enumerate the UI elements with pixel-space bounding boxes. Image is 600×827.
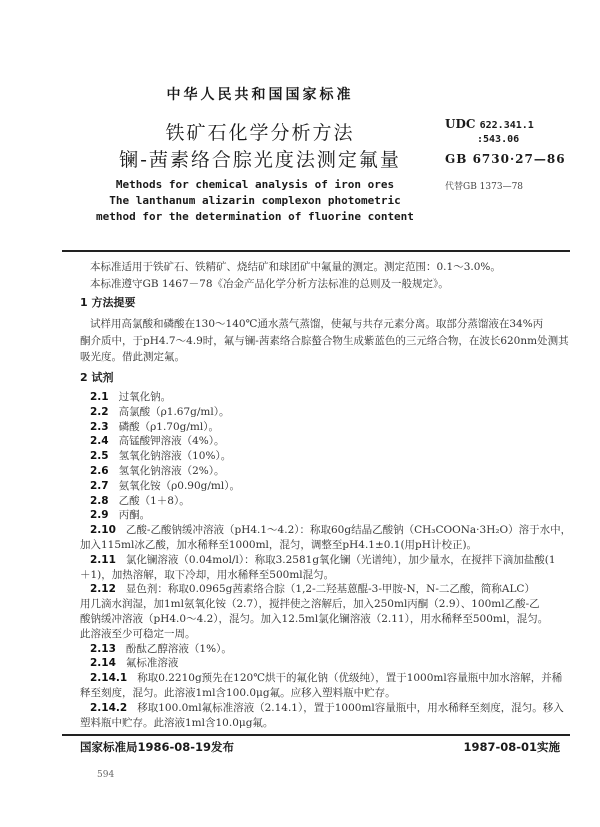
item-text: 显色剂：称取0.0965g茜素络合腙（1,2-二羟基蒽醌-3-甲胺-N，N-二乙酸，简称ALC）: [125, 583, 535, 596]
udc-code-2: :543.06: [477, 134, 520, 145]
reagent-item-continuation: 此溶液至少可稳定一周。: [80, 627, 196, 640]
item-text: 氟标准溶液: [125, 657, 179, 670]
item-text: 丙酮。: [118, 509, 151, 522]
reagent-item: [90, 655, 178, 670]
item-number: 2.14.2: [90, 701, 128, 714]
reagent-item: [90, 493, 190, 508]
effective-date: 1987-08-01实施: [463, 740, 560, 754]
reagent-item: [90, 433, 225, 448]
reagent-item-continuation: 用几滴水润湿，加1ml氨氧化铵（2.7），搅拌使之溶解后，加入250ml丙酮（2.9）、100ml乙酸-乙: [80, 598, 540, 611]
reagent-item: [90, 700, 564, 715]
item-text: 移取100.0ml氟标准溶液（2.14.1），置于1000ml容量瓶中，用水稀释至刻度，混匀。移入: [137, 701, 564, 714]
reagent-item-continuation: 酸钠缓冲溶液（pH4.0～4.2），混匀。加入12.5ml氯化镧溶液（2.11），用水稀释至500ml，混匀。: [80, 613, 549, 625]
item-text: 乙酸-乙酸钠缓冲溶液（pH4.1～4.2）：称取60g结晶乙酸钠（CH₃COONa·3H₂O）溶于水中，: [125, 524, 572, 537]
item-number: 2.5: [90, 450, 109, 463]
reagent-item: [90, 507, 150, 522]
udc-code: [445, 118, 534, 146]
intro-line: 本标准遵守GB 1467－78《冶金产品化学分析方法标准的总则及一般规定》。: [90, 278, 449, 290]
intro-line: 本标准适用于铁矿石、铁精矿、烧结矿和球团矿中氟量的测定。测定范围：0.1～3.0%。: [90, 261, 501, 273]
replaces-note: 代替GB 1373—78: [445, 182, 524, 192]
reagent-item-continuation: ＋1)，加热溶解，取下冷却，用水稀释至500ml混匀。: [80, 568, 335, 581]
english-title-1: Methods for chemical analysis of iron ores: [115, 178, 395, 191]
issued-date: 国家标准局1986-08-19发布: [80, 740, 235, 754]
item-number: 2.1: [90, 391, 109, 403]
item-text: 酚酞乙醇溶液（1%）。: [125, 642, 232, 655]
reagent-item: [90, 478, 240, 493]
item-number: 2.13: [90, 642, 116, 655]
item-number: 2.2: [90, 405, 109, 418]
item-text: 氢氧化钠溶液（2%）。: [118, 465, 225, 477]
udc-code-1: 622.341.1: [479, 120, 534, 131]
reagent-item-continuation: 释至刻度，混匀。此溶液1ml含100.0μg氟。应移入塑料瓶中贮存。: [80, 687, 396, 699]
udc-label: UDC: [445, 117, 476, 131]
item-number: 2.9: [90, 509, 109, 522]
item-number: 2.10: [90, 524, 116, 537]
reagent-item: [90, 641, 232, 656]
item-text: 称取0.2210g预先在120℃烘干的氟化钠（优级纯），置于1000ml容量瓶中加水溶解，并稀: [137, 672, 563, 685]
reagent-item-continuation: 加入115ml冰乙酸，加水稀释至1000ml，混匀，调整至pH4.1±0.1(用pH计校正)。: [80, 539, 478, 551]
item-number: 2.12: [90, 583, 116, 596]
item-text: 磷酸（ρ1.70g/ml）。: [118, 420, 219, 433]
section-heading: 1 方法提要: [80, 296, 136, 309]
header-divider: [62, 250, 570, 252]
item-number: 2.7: [90, 479, 109, 492]
item-text: 氨氧化铵（ρ0.90g/ml）。: [118, 479, 240, 492]
item-text: 过氧化钠。: [118, 391, 172, 403]
reagent-item: [90, 670, 562, 685]
item-number: 2.4: [90, 435, 109, 448]
reagent-item: [90, 552, 556, 567]
item-number: 2.11: [90, 553, 116, 566]
document-header: 中华人民共和国国家标准: [166, 87, 354, 103]
english-title-3: method for the determination of fluorine content: [96, 210, 414, 223]
item-text: 氯化镧溶液（0.04mol/l）：称取3.2581g氧化镧（光谱纯），加少量水，在搅拌下滴加盐酸(1: [125, 553, 556, 566]
item-text: 氢氧化钠溶液（10%）。: [118, 450, 232, 463]
reagent-item: [90, 404, 230, 419]
title-line-1: 铁矿石化学分析方法: [165, 122, 355, 144]
reagent-item-continuation: 塑料瓶中贮存。此溶液1ml含10.0μg氟。: [80, 716, 274, 729]
page-number: 594: [97, 770, 115, 780]
item-text: 乙酸（1＋8）。: [118, 494, 190, 507]
footer-divider: [62, 734, 570, 736]
item-number: 2.8: [90, 494, 109, 507]
paragraph-line: 酮介质中，于pH4.7～4.9时，氟与镧-茜素络合腙螯合物生成紫蓝色的三元络合物，在波长620nm处测其: [80, 335, 569, 347]
item-number: 2.14: [90, 657, 116, 670]
english-title-2: The lanthanum alizarin complexon photometric: [109, 194, 401, 207]
reagent-item: [90, 448, 231, 463]
reagent-item: [90, 463, 225, 478]
item-number: 2.6: [90, 465, 109, 477]
reagent-item: [90, 522, 571, 537]
gb-number: GB 6730·27—86: [445, 152, 566, 166]
section-heading: 2 试剂: [80, 371, 114, 384]
reagent-item: [90, 419, 219, 434]
item-number: 2.3: [90, 420, 109, 433]
item-number: 2.14.1: [90, 672, 128, 685]
reagent-item: [90, 581, 535, 596]
reagent-item: [90, 389, 171, 404]
paragraph-line: 吸光度。借此测定氟。: [80, 351, 185, 363]
item-text: 高锰酸钾溶液（4%）。: [118, 435, 225, 448]
item-text: 高氯酸（ρ1.67g/ml）。: [118, 405, 230, 418]
title-line-2: 镧-茜素络合腙光度法测定氟量: [119, 149, 401, 171]
paragraph-line: 试样用高氯酸和磷酸在130～140℃通水蒸气蒸馏，使氟与共存元素分离。取部分蒸馏液在34%丙: [90, 318, 544, 330]
